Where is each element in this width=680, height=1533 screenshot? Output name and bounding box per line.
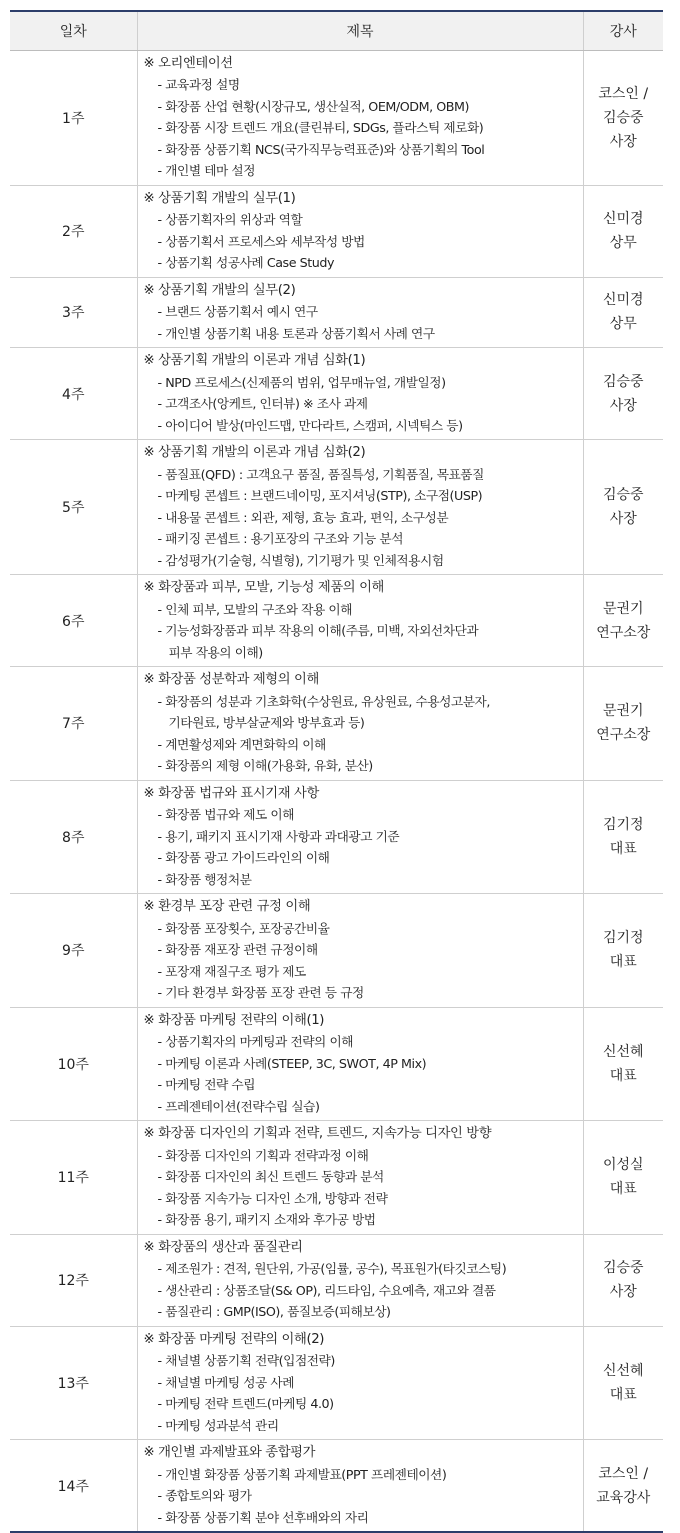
week-cell: 4주 (10, 348, 137, 440)
session-item: - 인체 피부, 모발의 구조와 작용 이해 (157, 601, 352, 617)
instructor-line: 연구소장 (596, 624, 651, 641)
content-cell (137, 50, 583, 185)
session-item: - 감성평가(기술형, 식별형), 기기평가 및 인체적용시험 (157, 552, 444, 568)
session-item: - 내용물 콘셉트 : 외관, 제형, 효능 효과, 편익, 소구성분 (157, 509, 449, 525)
session-item: - 마케팅 전략 수립 (157, 1077, 256, 1092)
header-title: 제목 (137, 11, 583, 50)
week-cell: 3주 (10, 277, 137, 348)
table-row (10, 1007, 663, 1121)
instructor-cell (583, 50, 663, 185)
instructor-line: 김기정 (602, 930, 644, 947)
content-cell (137, 1121, 583, 1235)
table-row (10, 185, 663, 277)
table-row (10, 894, 663, 1008)
instructor-cell (583, 1440, 663, 1533)
session-item: - 화장품 지속가능 디자인 소개, 방향과 전략 (157, 1190, 388, 1206)
session-item: - 패키징 콘셉트 : 용기포장의 구조와 기능 분석 (157, 531, 404, 546)
instructor-cell (583, 1007, 663, 1121)
instructor-line: 교육강사 (596, 1489, 651, 1506)
session-title: ※ 화장품 마케팅 전략의 이해(2) (143, 1331, 325, 1347)
session-title: ※ 상품기획 개발의 실무(1) (143, 190, 296, 206)
instructor-line: 코스인 / (598, 85, 649, 102)
session-title: ※ 환경부 포장 관련 규정 이해 (143, 899, 311, 914)
session-item: - 품질관리 : GMP(ISO), 품질보증(피해보상) (157, 1304, 391, 1319)
instructor-cell (583, 575, 663, 667)
session-item: - 생산관리 : 상품조달(S& OP), 리드타임, 수요예측, 재고와 결품 (157, 1282, 496, 1298)
session-item: - 교육과정 설명 (157, 77, 240, 92)
session-item: - 제조원가 : 견적, 원단위, 가공(임률, 공수), 목표원가(타깃코스팅) (157, 1261, 507, 1276)
session-item: - 마케팅 성과분석 관리 (157, 1417, 279, 1433)
curriculum-table (10, 10, 663, 1533)
session-item: - 화장품의 제형 이해(가용화, 유화, 분산) (157, 758, 373, 773)
content-cell (137, 277, 583, 348)
session-title: ※ 상품기획 개발의 이론과 개념 심화(1) (143, 353, 366, 368)
instructor-line: 사장 (609, 511, 637, 527)
table-row (10, 1121, 663, 1235)
session-item: - 화장품의 성분과 기초화학(수상원료, 유상원료, 수용성고분자, (157, 693, 490, 709)
week-cell: 8주 (10, 780, 137, 894)
session-item: - 채널별 마케팅 성공 사례 (157, 1374, 295, 1390)
instructor-cell (583, 440, 663, 575)
instructor-line: 김승중 (602, 373, 644, 390)
table-body (10, 50, 663, 1532)
week-cell: 14주 (10, 1440, 137, 1533)
content-cell (137, 1326, 583, 1440)
session-item: - 포장재 재질구조 평가 제도 (157, 963, 306, 979)
session-title: ※ 화장품의 생산과 품질관리 (143, 1239, 303, 1255)
instructor-line: 신선혜 (602, 1043, 644, 1060)
session-item: - 화장품 디자인의 기획과 전략과정 이해 (157, 1147, 369, 1163)
content-cell (137, 894, 583, 1008)
session-item: - 품질표(QFD) : 고객요구 품질, 품질특성, 기획품질, 목표품질 (157, 466, 484, 482)
session-item: - 기능성화장품과 피부 작용의 이해(주름, 미백, 자외선차단과 (157, 623, 479, 638)
session-item: - 화장품 재포장 관련 규정이해 (157, 942, 318, 957)
session-item: - 마케팅 전략 트렌드(마케팅 4.0) (157, 1396, 334, 1411)
table-row (10, 1326, 663, 1440)
week-cell: 13주 (10, 1326, 137, 1440)
instructor-line: 김승중 (602, 1260, 644, 1276)
session-item: - 화장품 상품기획 NCS(국가직무능력표준)와 상품기획의 Tool (157, 141, 485, 157)
instructor-cell (583, 780, 663, 894)
instructor-line: 신미경 (602, 292, 644, 309)
session-title: ※ 화장품 마케팅 전략의 이해(1) (143, 1012, 325, 1028)
content-cell (137, 1007, 583, 1121)
table-row (10, 50, 663, 185)
instructor-cell (583, 348, 663, 440)
week-cell: 12주 (10, 1234, 137, 1326)
session-item: - 마케팅 이론과 사례(STEEP, 3C, SWOT, 4P Mix) (157, 1055, 427, 1071)
header-week: 일차 (10, 11, 137, 50)
instructor-line: 대표 (609, 1386, 637, 1403)
session-item: - 화장품 포장횟수, 포장공간비율 (157, 920, 330, 936)
week-cell: 1주 (10, 50, 137, 185)
session-item: - 개인별 테마 설정 (157, 163, 256, 178)
instructor-cell (583, 894, 663, 1008)
session-item: - 용기, 패키지 표시기재 사항과 과대광고 기준 (157, 828, 400, 844)
instructor-line: 대표 (609, 840, 637, 857)
content-cell (137, 780, 583, 894)
session-title: ※ 화장품 디자인의 기획과 전략, 트렌드, 지속가능 디자인 방향 (143, 1126, 492, 1141)
table-row (10, 348, 663, 440)
session-item: - 화장품 시장 트렌드 개요(클린뷰티, SDGs, 플라스틱 제로화) (157, 120, 484, 135)
session-item: - 화장품 디자인의 최신 트렌드 동향과 분석 (157, 1169, 384, 1184)
session-title: ※ 화장품과 피부, 모발, 기능성 제품의 이해 (143, 580, 384, 595)
session-item: - NPD 프로세스(신제품의 범위, 업무매뉴얼, 개발일정) (157, 374, 446, 390)
session-item: - 아이디어 발상(마인드맵, 만다라트, 스캠퍼, 시넥틱스 등) (157, 417, 463, 433)
session-item: - 상품기획서 프로세스와 세부작성 방법 (157, 233, 365, 249)
session-item: - 화장품 산업 현황(시장규모, 생산실적, OEM/ODM, OBM) (157, 98, 470, 114)
session-item: - 브랜드 상품기획서 예시 연구 (157, 304, 318, 319)
content-cell (137, 185, 583, 277)
instructor-cell (583, 1326, 663, 1440)
instructor-line: 상무 (609, 235, 637, 251)
instructor-line: 신미경 (602, 211, 644, 227)
instructor-line: 문권기 (602, 600, 644, 617)
session-item: - 개인별 화장품 상품기획 과제발표(PPT 프레젠테이션) (157, 1466, 447, 1482)
instructor-line: 대표 (609, 1181, 637, 1198)
curriculum-table-wrapper (10, 10, 663, 1533)
session-item: - 개인별 상품기획 내용 토론과 상품기획서 사례 연구 (157, 325, 435, 341)
session-item: - 마케팅 콘셉트 : 브랜드네이밍, 포지셔닝(STP), 소구점(USP) (157, 488, 483, 503)
table-row (10, 440, 663, 575)
session-item: - 기타 환경부 화장품 포장 관련 등 규정 (157, 985, 364, 1000)
session-item: - 상품기획자의 마케팅과 전략의 이해 (157, 1034, 354, 1049)
instructor-cell (583, 185, 663, 277)
content-cell (137, 575, 583, 667)
session-item: - 화장품 상품기획 분야 선후배와의 자리 (157, 1509, 369, 1525)
instructor-line: 사장 (609, 1284, 637, 1300)
week-cell: 10주 (10, 1007, 137, 1121)
instructor-line: 연구소장 (596, 727, 651, 744)
session-item: - 종합토의와 평가 (157, 1488, 252, 1503)
table-row (10, 277, 663, 348)
instructor-line: 김승중 (602, 109, 644, 126)
session-item: - 계면활성제와 계면화학의 이해 (157, 736, 326, 752)
instructor-cell (583, 277, 663, 348)
week-cell: 2주 (10, 185, 137, 277)
instructor-line: 신선혜 (602, 1362, 644, 1379)
instructor-cell (583, 667, 663, 781)
session-item: - 상품기획 성공사례 Case Study (157, 255, 335, 270)
instructor-line: 사장 (609, 397, 637, 414)
week-cell: 5주 (10, 440, 137, 575)
instructor-line: 김기정 (602, 816, 644, 833)
session-title: ※ 오리엔테이션 (143, 55, 233, 71)
session-item: - 프레젠테이션(전략수립 실습) (157, 1098, 320, 1114)
content-cell (137, 667, 583, 781)
week-cell: 7주 (10, 667, 137, 781)
table-row (10, 575, 663, 667)
header-instructor: 강사 (583, 11, 663, 50)
instructor-line: 김승중 (602, 487, 644, 503)
session-item-continued: 기타원료, 방부살균제와 방부효과 등) (168, 715, 365, 730)
instructor-cell (583, 1234, 663, 1326)
session-item: - 고객조사(앙케트, 인터뷰) ※ 조사 과제 (157, 396, 368, 411)
session-item: - 화장품 행정처분 (157, 871, 252, 887)
table-row (10, 780, 663, 894)
table-row (10, 667, 663, 781)
session-item: - 화장품 용기, 패키지 소재와 후가공 방법 (157, 1212, 376, 1227)
instructor-line: 대표 (609, 1067, 637, 1084)
table-row (10, 1234, 663, 1326)
week-cell: 11주 (10, 1121, 137, 1235)
session-title: ※ 화장품 법규와 표시기재 사항 (143, 785, 319, 801)
instructor-line: 코스인 / (598, 1465, 649, 1482)
session-item: - 상품기획자의 위상과 역할 (157, 212, 303, 227)
instructor-cell (583, 1121, 663, 1235)
table-header (10, 11, 663, 50)
instructor-line: 사장 (609, 133, 637, 150)
content-cell (137, 1234, 583, 1326)
week-cell: 9주 (10, 894, 137, 1008)
session-item-continued: 피부 작용의 이해) (168, 644, 263, 660)
content-cell (137, 440, 583, 575)
table-row (10, 1440, 663, 1533)
instructor-line: 상무 (609, 316, 637, 333)
instructor-line: 이성실 (602, 1157, 644, 1174)
session-title: ※ 개인별 과제발표와 종합평가 (143, 1445, 316, 1460)
content-cell (137, 1440, 583, 1533)
content-cell (137, 348, 583, 440)
session-title: ※ 상품기획 개발의 이론과 개념 심화(2) (143, 445, 366, 460)
session-title: ※ 화장품 성분학과 제형의 이해 (143, 672, 319, 687)
instructor-line: 문권기 (602, 703, 644, 720)
session-title: ※ 상품기획 개발의 실무(2) (143, 282, 296, 298)
session-item: - 채널별 상품기획 전략(입점전략) (157, 1353, 335, 1368)
session-item: - 화장품 광고 가이드라인의 이해 (157, 850, 330, 865)
week-cell: 6주 (10, 575, 137, 667)
instructor-line: 대표 (609, 954, 637, 971)
session-item: - 화장품 법규와 제도 이해 (157, 807, 295, 822)
